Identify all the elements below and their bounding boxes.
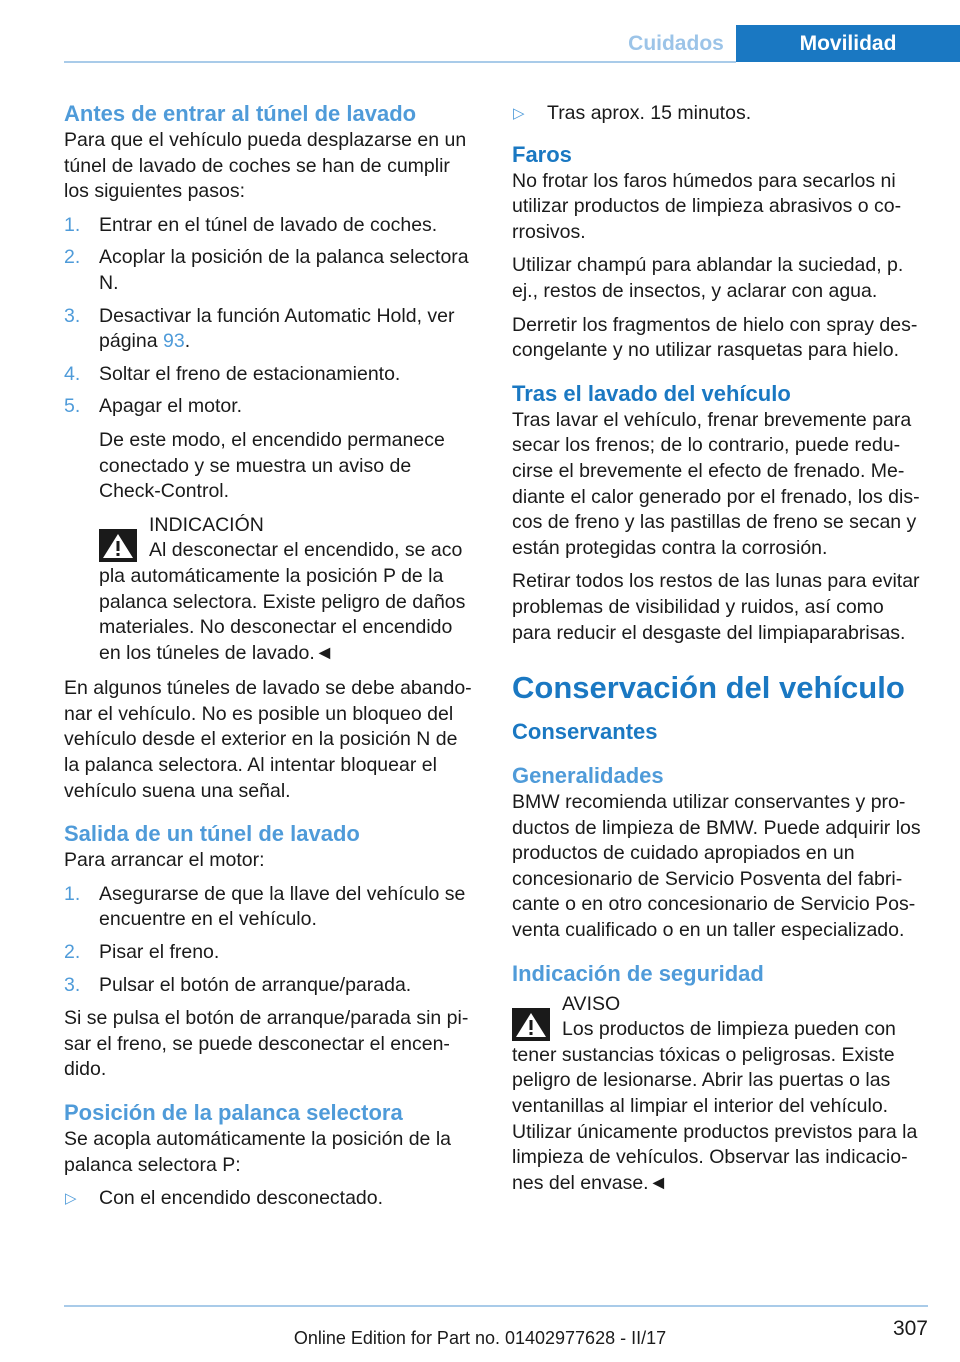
list-item: 3. Pulsar el botón de arranque/parada. <box>64 973 412 996</box>
notice-title: INDICACIÓN <box>149 513 264 536</box>
warning-icon <box>512 1008 550 1041</box>
tras-lavado-p2: Retirar todos los restos de las lunas para evitar problemas de visibilidad y ruidos, así como para reducir el desgaste del limpiaparabrisas. <box>512 570 920 644</box>
warning-icon <box>99 529 137 562</box>
tab-movilidad: Movilidad <box>736 25 960 62</box>
tras-lavado-p1: Tras lavar el vehículo, frenar brevemente para secar los frenos; de lo contrario, puede reducirse el brevemente el efecto de frenado. Mediante el calor generado por el frenado, los discos de freno y las pastillas de freno se secan y están protegidas contra la corrosión. <box>512 408 920 559</box>
section-title-antes-lavado: Antes de entrar al túnel de lavado <box>64 101 417 126</box>
salida-lavado-intro: Para arrancar el motor: <box>64 849 265 872</box>
posicion-palanca-bullets <box>64 1186 478 1212</box>
step5-detail: De este modo, el encendido permanece conectado y se muestra un aviso de Check-Control. <box>99 428 445 503</box>
footer-edition-text: Online Edition for Part no. 01402977628 - II/17 <box>293 1328 667 1348</box>
triangle-bullet-icon: ▷ <box>65 1190 77 1208</box>
antes-lavado-intro: Para que el vehículo pueda desplazarse en un túnel de lavado de coches se han de cumplir los siguientes pasos: <box>64 129 467 203</box>
notice-first-line: Al desconectar el encendido, se aco <box>149 539 463 562</box>
faros-p2: Utilizar champú para ablandar la suciedad, p. ej., restos de insectos, y aclarar con agua. <box>512 254 904 302</box>
page-link-93[interactable]: 93 <box>162 330 185 353</box>
list-item: 5. Apagar el motor. <box>64 395 243 418</box>
left-column <box>64 100 478 1220</box>
tab-cuidados: Cuidados <box>628 31 724 55</box>
section-title-faros: Faros <box>512 141 572 167</box>
right-column <box>512 101 926 1206</box>
list-item: 1. Asegurarse de que la llave del vehículo se encuentre en el vehículo. <box>64 882 466 931</box>
antes-lavado-after: En algunos túneles de lavado se debe abandonar el vehículo. No es posible un bloqueo del vehículo desde el exterior en la posición N de la palanca selectora. Al intentar bloquear el vehículo suena una señal. <box>64 677 472 802</box>
faros-p3: Derretir los fragmentos de hielo con spray descongelante y no utilizar rasquetas para hielo. <box>512 313 918 362</box>
notice-title: AVISO <box>562 992 621 1015</box>
antes-lavado-steps <box>64 213 478 420</box>
list-item: 4. Soltar el freno de estacionamiento. <box>64 362 401 385</box>
notice-body: pla automáticamente la posición P de la palanca selectora. Existe peligro de daños materiales. No desconectar el encendido en los túneles de lavado.◄ <box>99 564 466 664</box>
list-item: 2. Pisar el freno. <box>64 941 220 964</box>
header-tabs <box>616 25 960 62</box>
section-title-conservantes: Conservantes <box>512 719 658 745</box>
notice-indicacion <box>99 513 478 667</box>
list-item: 1. Entrar en el túnel de lavado de coches. <box>64 213 438 236</box>
salida-lavado-steps <box>64 882 478 998</box>
list-item: ▷ Tras aprox. 15 minutos. <box>512 101 926 127</box>
section-title-posicion-palanca: Posición de la palanca selectora <box>64 1100 403 1125</box>
section-title-tras-lavado: Tras el lavado del vehículo <box>512 380 791 406</box>
posicion-palanca-intro: Se acopla automáticamente la posición de la palanca selectora P: <box>64 1128 451 1176</box>
salida-lavado-after: Si se pulsa el botón de arranque/parada sin pisar el freno, se puede desconectar el encendido. <box>64 1007 469 1081</box>
continued-bullets <box>512 101 926 127</box>
footer-rule <box>64 1305 928 1307</box>
faros-p1: No frotar los faros húmedos para secarlos ni utilizar productos de limpieza abrasivos o corrosivos. <box>512 169 902 243</box>
header-rule <box>64 61 736 63</box>
section-title-salida-lavado: Salida de un túnel de lavado <box>64 821 360 847</box>
triangle-bullet-icon: ▷ <box>513 105 525 122</box>
page-number: 307 <box>892 1317 928 1340</box>
list-item: 2. Acoplar la posición de la palanca selectora N. <box>64 246 469 294</box>
generalidades-p: BMW recomienda utilizar conservantes y productos de limpieza de BMW. Puede adquirir los productos de cuidado apropiados en un concesionario de Servicio Posventa del fabricante o en otro concesionario de Servicio Posventa cualificado o en un taller especializado. <box>512 791 921 942</box>
list-item: ▷ Con el encendido desconectado. <box>64 1186 478 1212</box>
chapter-title-conservacion: Conservación del vehículo <box>512 670 905 706</box>
list-item: 3. Desactivar la función Automatic Hold, ver página 93. <box>64 304 455 353</box>
section-title-seguridad: Indicación de seguridad <box>512 960 764 986</box>
notice-aviso <box>512 992 926 1197</box>
notice-body: tener sustancias tóxicas o peligrosas. Existe peligro de lesionarse. Abrir las puertas o las ventanillas al limpiar el interior del vehículo. Utilizar únicamente productos previstos para la limpieza de vehículos. Observar las indicaciones del envase.◄ <box>512 1043 918 1194</box>
section-title-generalidades: Generalidades <box>512 763 664 789</box>
notice-first-line: Los productos de limpieza pueden con <box>562 1018 896 1041</box>
